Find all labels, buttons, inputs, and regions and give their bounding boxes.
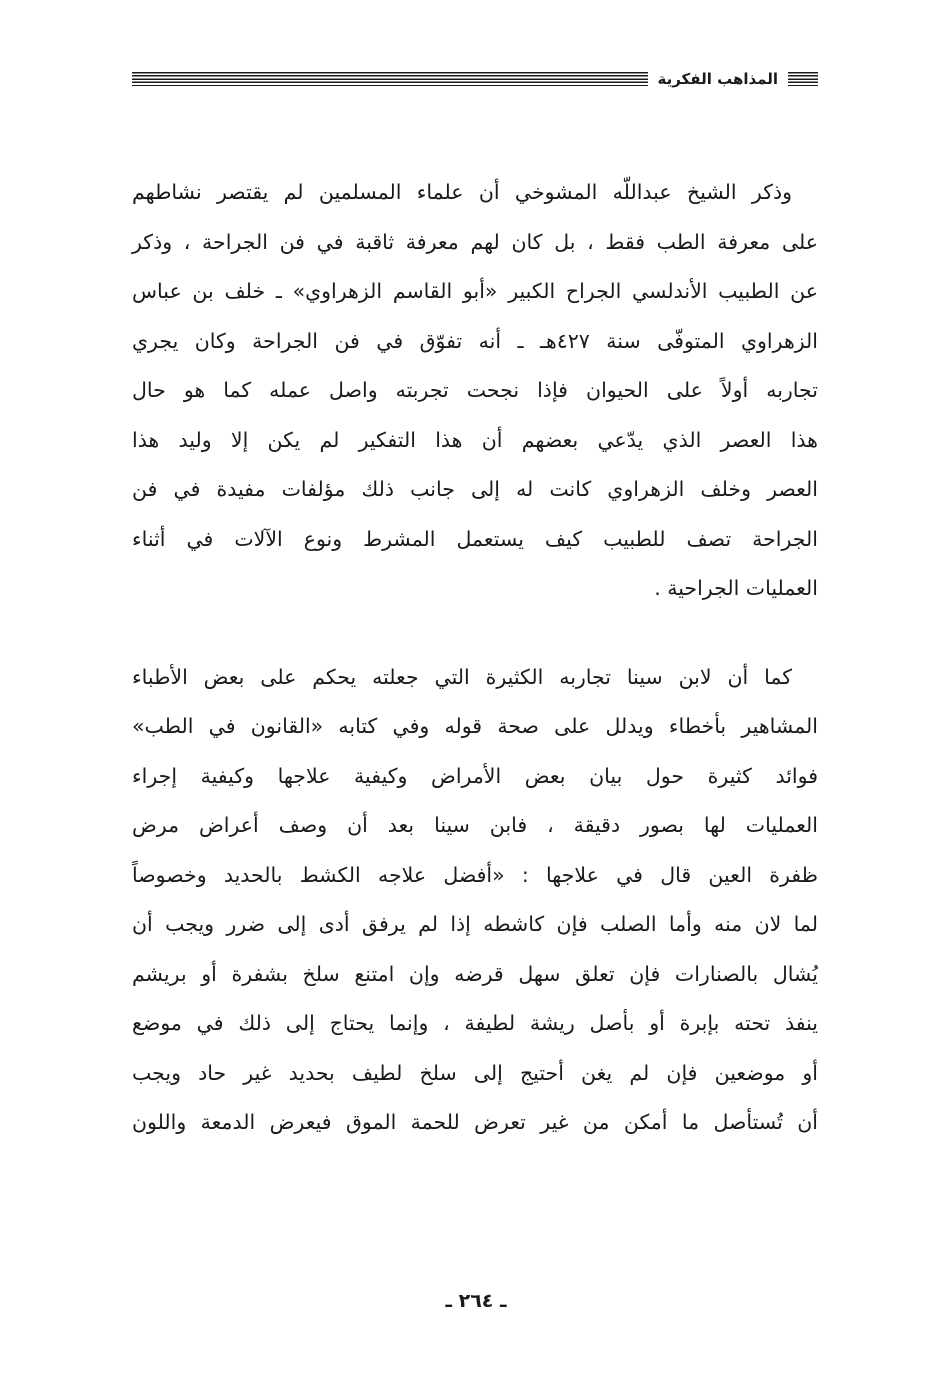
text-line: أن تُستأصل ما أمكن من غير تعرض للحمة الموق فيعرض الدمعة واللون — [132, 1110, 818, 1134]
body-text — [132, 168, 818, 1148]
text-line: أو موضعين فإن لم يغن أحتيج إلى سلخ لطيف بحديد غير حاد ويجب — [132, 1060, 818, 1085]
text-line: كما أن لابن سينا تجاربه الكثيرة التي جعلته يحكم على بعض الأطباء — [132, 664, 792, 689]
text-line: الجراحة تصف للطبيب كيف يستعمل المشرط ونوع الآلات في أثناء — [132, 526, 818, 551]
text-line: هذا العصر الذي يدّعي بعضهم أن هذا التفكير لم يكن إلا وليد هذا — [132, 427, 818, 452]
paragraph-spacer — [132, 614, 818, 653]
text-line: على معرفة الطب فقط ، بل كان لهم معرفة ثاقبة في فن الجراحة ، وذكر — [132, 229, 818, 254]
text-line: ظفرة العين قال في علاجها : «أفضل علاجه الكشط بالحديد وخصوصاً — [132, 862, 818, 887]
text-line: يُشال بالصنارات فإن تعلق سهل قرضه وإن امتنع سلخ بشفرة أو بريشم — [132, 961, 818, 986]
header-title: المذاهب الفكرية — [657, 70, 778, 88]
running-header — [132, 62, 818, 96]
text-line: عن الطبيب الأندلسي الجراح الكبير «أبو القاسم الزهراوي» ـ خلف بن عباس — [132, 279, 818, 303]
header-rule-left — [132, 72, 648, 86]
paragraph-1 — [132, 168, 818, 614]
paragraph-2 — [132, 653, 818, 1148]
text-line: تجاربه أولاً على الحيوان فإذا نجحت تجربته واصل عمله كما هو حال — [132, 378, 818, 402]
text-line: ينفذ تحته بإبرة أو بأصل ريشة لطيفة ، وإنما يحتاج إلى ذلك في موضع — [132, 1011, 818, 1035]
text-line: العمليات لها بصور دقيقة ، فابن سينا بعد أن وصف أعراض مرض — [132, 813, 818, 837]
text-line: العمليات الجراحية . — [654, 576, 818, 600]
text-line: المشاهير بأخطاء ويدلل على صحة قوله وفي كتابه «القانون في الطب» — [132, 714, 818, 738]
header-rule-right — [788, 72, 818, 86]
text-line: الزهراوي المتوفّى سنة ٤٢٧هـ ـ أنه تفوّق في فن الجراحة وكان يجري — [132, 328, 819, 353]
text-line: وذكر الشيخ عبداللّه المشوخي أن علماء المسلمين لم يقتصر نشاطهم — [132, 180, 792, 204]
text-line: العصر وخلف الزهراوي كانت له إلى جانب ذلك مؤلفات مفيدة في فن — [132, 477, 818, 501]
text-line: فوائد كثيرة حول بيان بعض الأمراض وكيفية علاجها وكيفية إجراء — [132, 763, 818, 788]
page-number: ـ ٢٦٤ ـ — [445, 1290, 507, 1312]
text-line: لما لان منه وأما الصلب فإن كاشطه إذا لم يرفق أدى إلى ضرر ويجب أن — [132, 912, 818, 936]
